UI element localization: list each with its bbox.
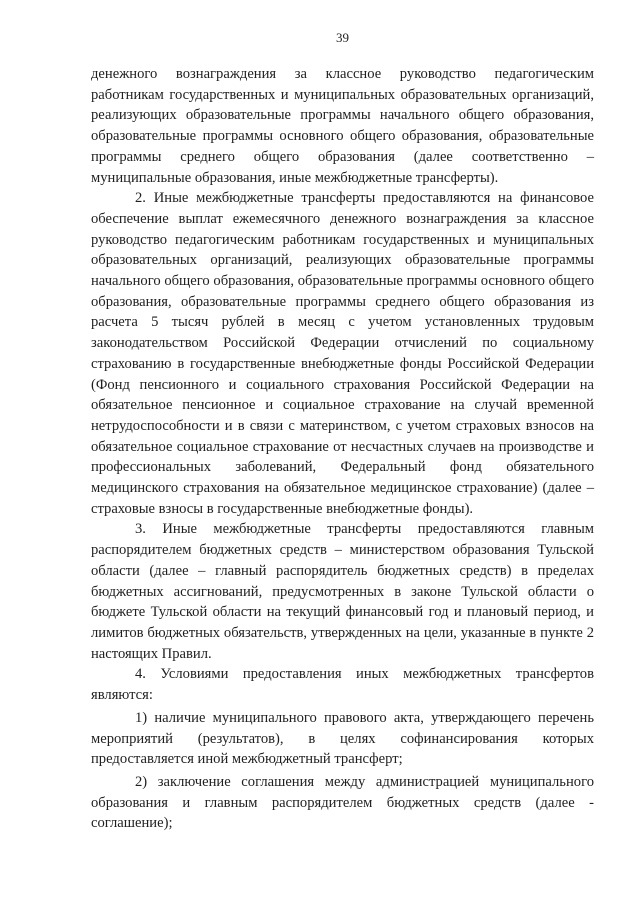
paragraph-subitem-2: 2) заключение соглашения между администрацией муниципального образования и главным распорядителем бюджетных средств (далее - соглашение); — [91, 773, 594, 832]
paragraph-continuation: денежного вознаграждения за классное руководство педагогическим работникам государственных и муниципальных образовательных организаций, реализующих образовательные программы начального общего образования, образовательные программы основного общего образования, образовательные программы среднего общего образования (далее соответственно – муниципальные образования, иные межбюджетные трансферты). — [91, 66, 594, 186]
page-number: 39 — [336, 30, 349, 45]
paragraph-item-4: 4. Условиями предоставления иных межбюджетных трансфертов являются: — [91, 666, 594, 704]
paragraph-item-2: 2. Иные межбюджетные трансферты предоставляются на финансовое обеспечение выплат ежемесячного денежного вознаграждения за классное руководство педагогическим работникам государственных и муниципальных образовательных организаций, реализующих образовательные программы начального общего образования, образовательные программы основного общего образования, образовательные программы среднего общего образования из расчета 5 тысяч рублей в месяц с учетом установленных трудовым законодательством Российской Федерации отчислений по социальному страхованию в государственные внебюджетные фонды Российской Федерации (Фонд пенсионного и социального страхования Российской Федерации на обязательное пенсионное и социальное страхование на случай временной нетрудоспособности и в связи с материнством, с учетом страховых взносов на обязательное социальное страхование от несчастных случаев на производстве и профессиональных заболеваний, Федеральный фонд обязательного медицинского страхования на обязательное медицинское страхование) (далее – страховые взносы в государственные внебюджетные фонды). — [91, 190, 594, 517]
paragraph-subitem-1: 1) наличие муниципального правового акта, утверждающего перечень мероприятий (результатов), в целях софинансирования которых предоставляется иной межбюджетный трансферт; — [91, 709, 594, 768]
paragraph-item-3: 3. Иные межбюджетные трансферты предоставляются главным распорядителем бюджетных средств – министерством образования Тульской области (далее – главный распорядитель бюджетных средств) в пределах бюджетных ассигнований, предусмотренных в законе Тульской области о бюджете Тульской области на текущий финансовый год и плановый период, и лимитов бюджетных обязательств, утвержденных на цели, указанные в пункте 2 настоящих Правил. — [91, 521, 594, 662]
